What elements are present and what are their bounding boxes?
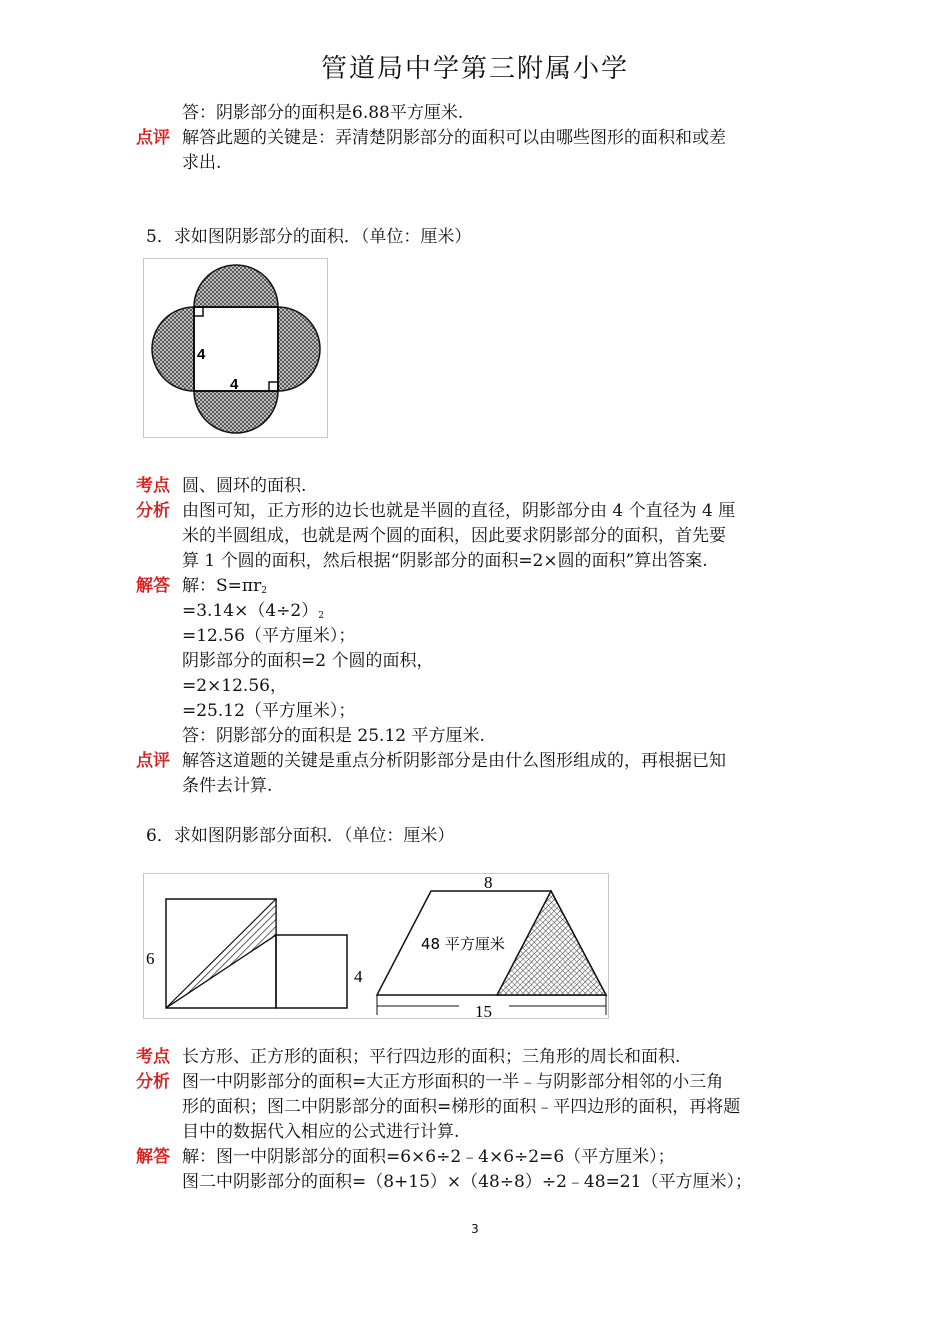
jieda-tag: 解答	[136, 1147, 170, 1167]
q6-fenxi-line-2: 形的面积；图二中阴影部分的面积=梯形的面积﹣平四边形的面积，再将题	[182, 1097, 741, 1117]
q5-jieda-line-7: 答：阴影部分的面积是 25.12 平方厘米.	[182, 726, 485, 746]
dianping-tag: 点评	[136, 751, 170, 771]
fenxi-tag: 分析	[136, 501, 170, 521]
small-rect	[276, 935, 347, 1008]
q5-side-label: 4	[197, 346, 206, 363]
q6-figure-svg	[144, 874, 608, 1018]
page-number: 3	[471, 1222, 479, 1236]
q6-fenxi-line-3: 目中的数据代入相应的公式进行计算.	[182, 1122, 460, 1142]
q6-jieda-line-2: 图二中阴影部分的面积=（8+15）×（48÷8）÷2﹣48=21（平方厘米）；	[182, 1172, 752, 1192]
q5-dianping-line-1: 解答这道题的关键是重点分析阴影部分是由什么图形组成的，再根据已知	[182, 751, 726, 771]
comment-tag: 点评	[136, 128, 170, 148]
q5-fenxi-row	[0, 499, 950, 524]
right-semicircle	[278, 307, 320, 391]
left-semicircle	[152, 307, 194, 391]
q6-fenxi-line-1: 图一中阴影部分的面积=大正方形面积的一半﹣与阴影部分相邻的小三角	[182, 1072, 724, 1092]
prev-answer: 答：阴影部分的面积是6.88平方厘米.	[182, 103, 464, 123]
q5-fenxi-line-3: 算 1 个圆的面积，然后根据“阴影部分的面积=2×圆的面积”算出答案.	[182, 551, 708, 571]
label-6: 6	[146, 949, 155, 968]
top-semicircle	[194, 265, 278, 307]
q5-jieda-line-1: 解：$S=\pi r_2$	[182, 576, 267, 596]
q6-jieda-line-1: 解：图一中阴影部分的面积=6×6÷2﹣4×6÷2=6（平方厘米）；	[182, 1147, 675, 1167]
q5-fenxi-line-2: 米的半圆组成，也就是两个圆的面积，因此要求阴影部分的面积，首先要	[182, 526, 726, 546]
q5-jieda-line-3: =12.56（平方厘米）；	[182, 626, 356, 646]
prev-comment-line-2: 求出.	[182, 153, 222, 173]
q5-jieda-row	[0, 574, 950, 599]
q6-kaodian-row	[0, 1045, 950, 1070]
label-8: 8	[484, 874, 493, 892]
q5-jieda-line-4: 阴影部分的面积=2 个圆的面积，	[182, 651, 434, 671]
q5-fenxi-line-1: 由图可知，正方形的边长也就是半圆的直径，阴影部分由 4 个直径为 4 厘	[182, 501, 736, 521]
q5-kaodian-row	[0, 474, 950, 499]
page-title: 管道局中学第三附属小学	[320, 54, 629, 84]
label-4: 4	[354, 967, 363, 986]
q6-fenxi-row	[0, 1070, 950, 1095]
q5-figure	[143, 258, 328, 438]
q6-kaodian-text: 长方形、正方形的面积；平行四边形的面积；三角形的周长和面积.	[182, 1047, 681, 1067]
q5-jieda-line-6: =25.12（平方厘米）；	[182, 701, 356, 721]
q6-jieda-row	[0, 1145, 950, 1170]
bottom-semicircle	[194, 391, 278, 433]
q5-bottom-label: 4	[230, 376, 239, 393]
prev-comment-line-1: 解答此题的关键是：弄清楚阴影部分的面积可以由哪些图形的面积和或差	[182, 128, 726, 148]
kaodian-tag: 考点	[136, 476, 170, 496]
q5-figure-svg	[144, 259, 327, 437]
kaodian-tag: 考点	[136, 1047, 170, 1067]
label-area: 48 平方厘米	[421, 935, 505, 953]
q5-jieda-line-5: =2×12.56，	[182, 676, 287, 696]
q5-dianping-row	[0, 749, 950, 774]
shaded-triangle-1	[166, 899, 276, 1008]
fenxi-tag: 分析	[136, 1072, 170, 1092]
q5-kaodian-text: 圆、圆环的面积.	[182, 476, 307, 496]
q5-dianping-line-2: 条件去计算.	[182, 776, 273, 796]
q5-question: 5．求如图阴影部分的面积．（单位：厘米）	[146, 227, 472, 247]
jieda-tag: 解答	[136, 576, 170, 596]
q6-figure	[143, 873, 609, 1019]
shaded-triangle-2	[497, 891, 606, 995]
label-15: 15	[475, 1002, 492, 1018]
q6-question: 6．求如图阴影部分面积．（单位：厘米）	[146, 826, 455, 846]
prev-comment-row	[0, 126, 950, 151]
q5-jieda-line-2: $=3.14\times(4\div 2)_2$	[182, 601, 324, 621]
